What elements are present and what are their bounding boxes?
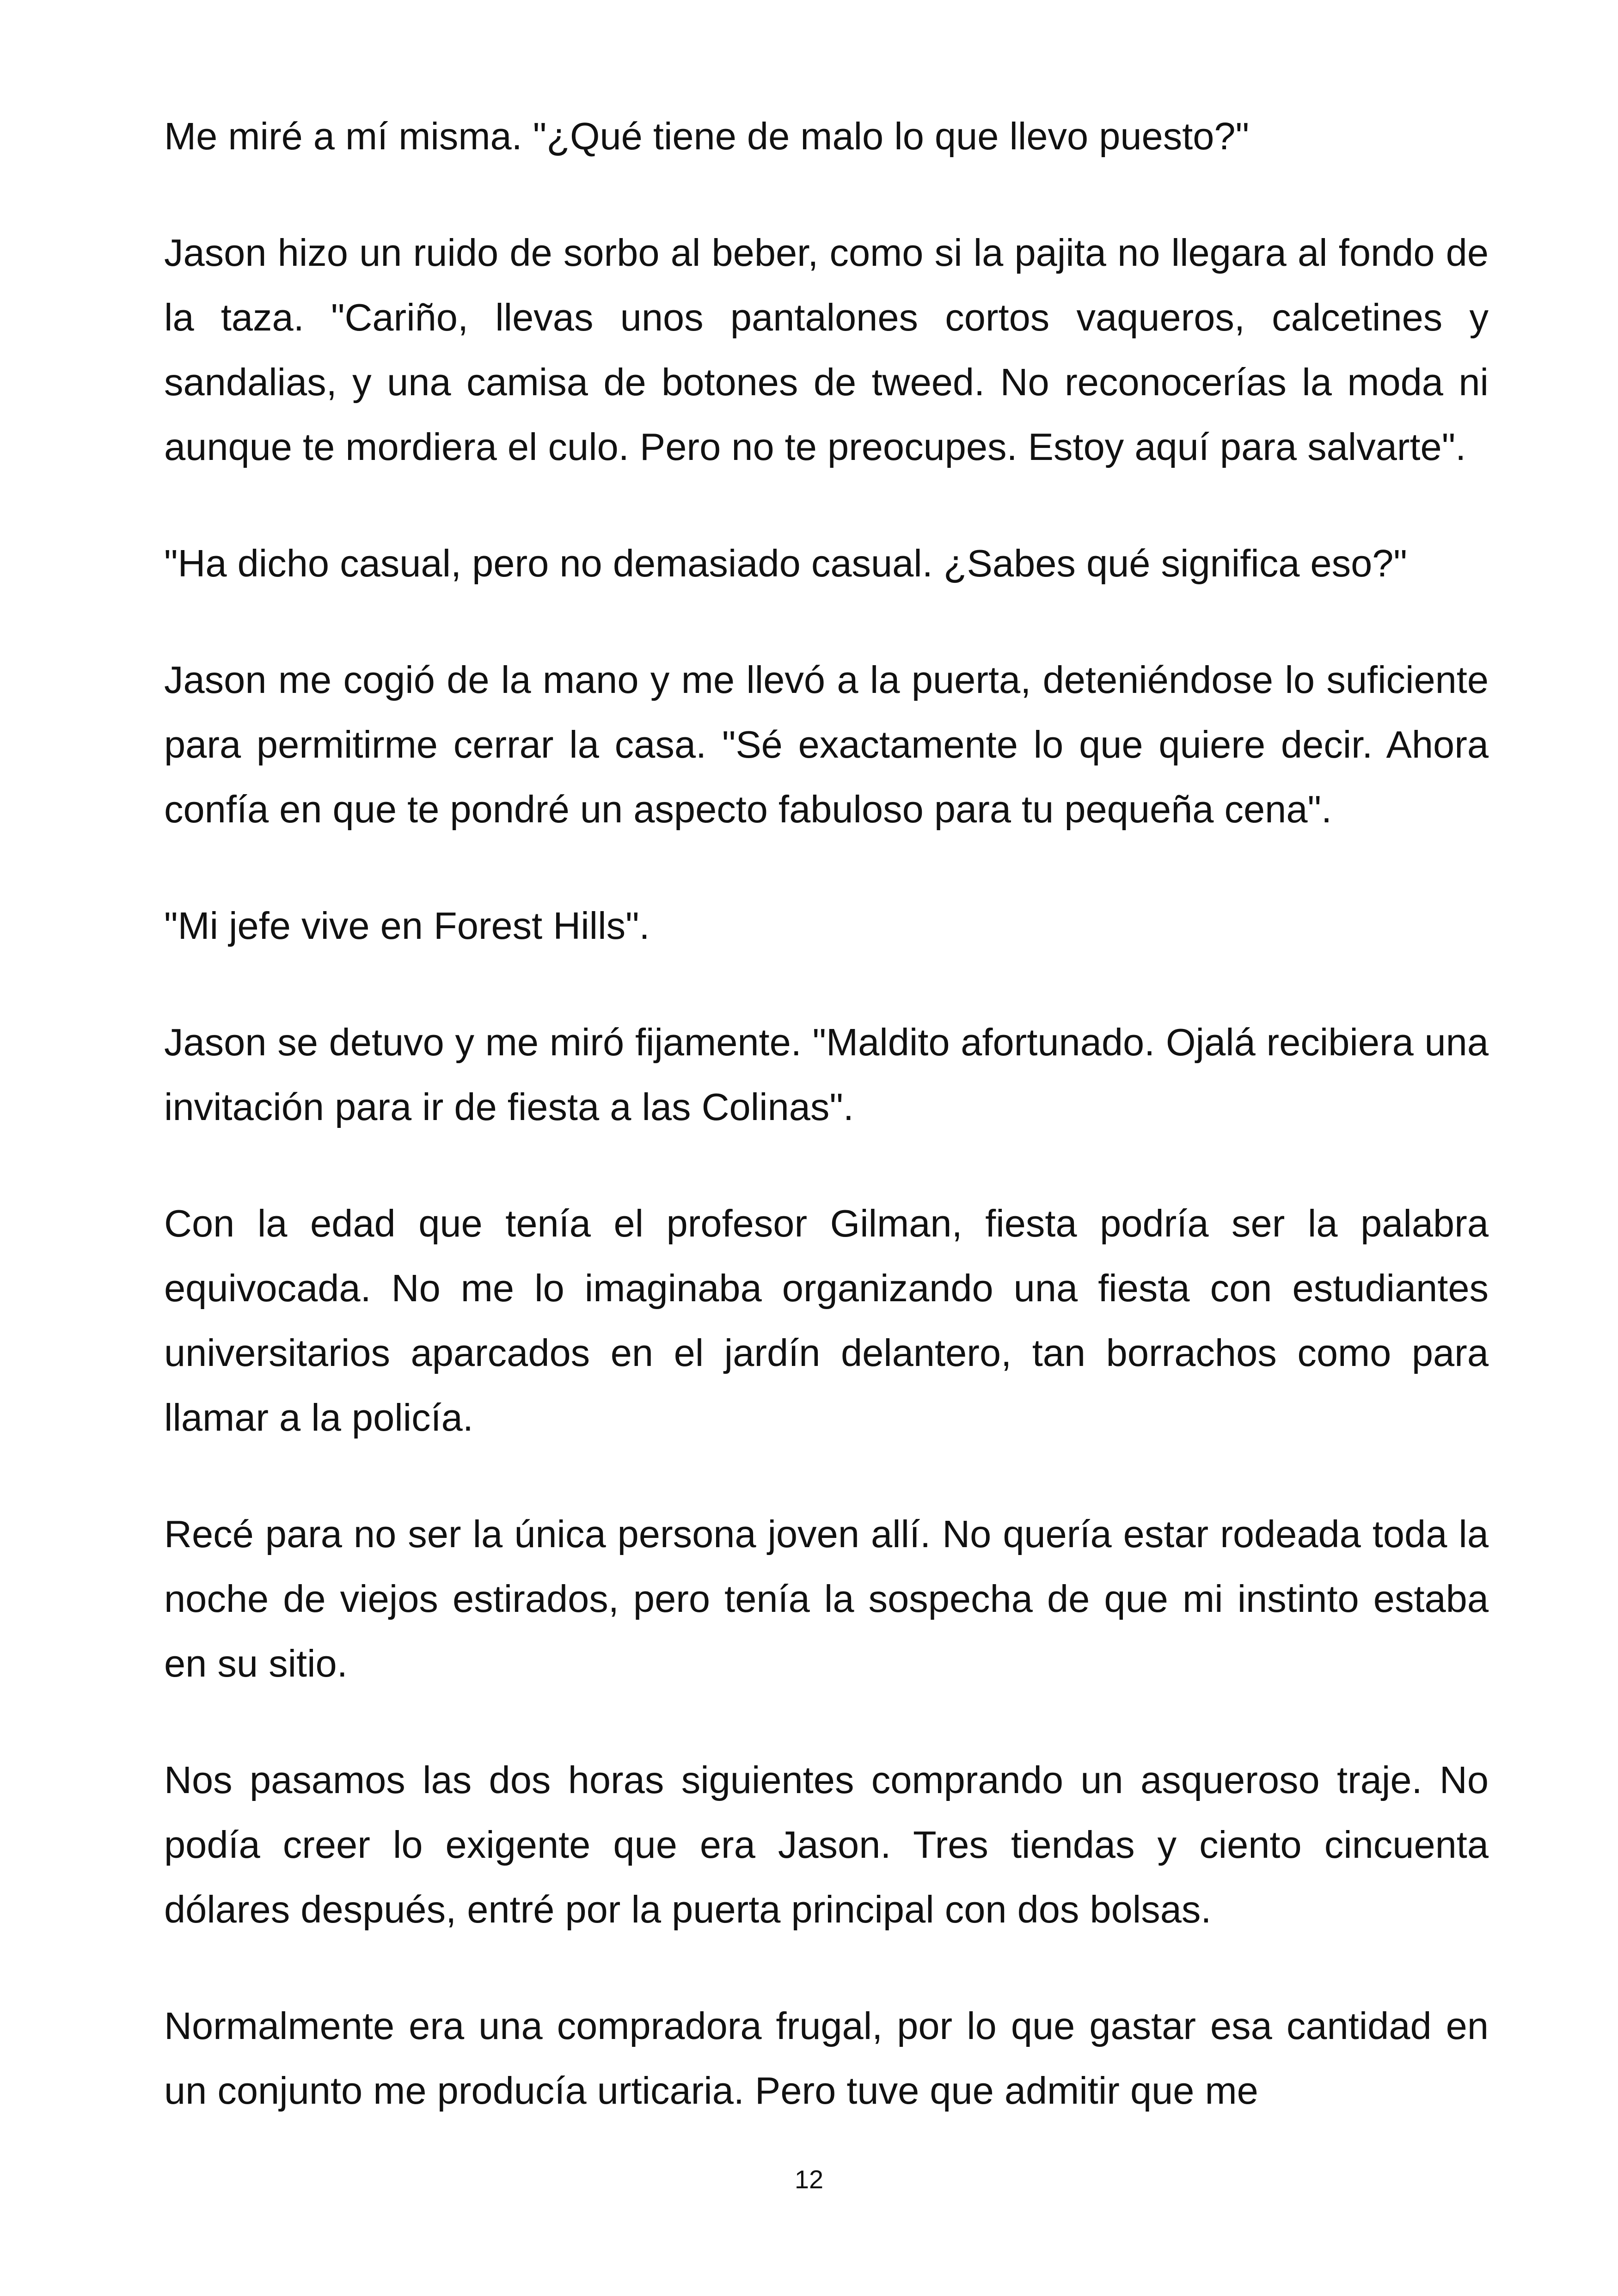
paragraph: Jason se detuvo y me miró fijamente. "Maldito afortunado. Ojalá recibiera una invitación para ir de fiesta a las Colinas". — [164, 1021, 1489, 1128]
paragraph: Jason me cogió de la mano y me llevó a la puerta, deteniéndose lo suficiente para permitirme cerrar la casa. "Sé exactamente lo que quiere decir. Ahora confía en que te pondré un aspecto fabuloso para tu pequeña cena". — [164, 658, 1489, 831]
page-number: 12 — [794, 2165, 824, 2194]
paragraph: Jason hizo un ruido de sorbo al beber, como si la pajita no llegara al fondo de la taza. "Cariño, llevas unos pantalones cortos vaqueros, calcetines y sandalias, y una camisa de botones de tweed. No reconocerías la moda ni aunque te mordiera el culo. Pero no te preocupes. Estoy aquí para salvarte". — [164, 231, 1489, 468]
paragraph: "Ha dicho casual, pero no demasiado casual. ¿Sabes qué significa eso?" — [164, 542, 1407, 585]
paragraph: Normalmente era una compradora frugal, por lo que gastar esa cantidad en un conjunto me producía urticaria. Pero tuve que admitir que me — [164, 2004, 1489, 2112]
paragraph: Con la edad que tenía el profesor Gilman, fiesta podría ser la palabra equivocada. No me lo imaginaba organizando una fiesta con estudiantes universitarios aparcados en el jardín delantero, tan borrachos como para llamar a la policía. — [164, 1202, 1489, 1439]
paragraph: Nos pasamos las dos horas siguientes comprando un asqueroso traje. No podía creer lo exigente que era Jason. Tres tiendas y ciento cincuenta dólares después, entré por la puerta principal con dos bolsas. — [164, 1758, 1489, 1931]
paragraph: Recé para no ser la única persona joven allí. No quería estar rodeada toda la noche de viejos estirados, pero tenía la sospecha de que mi instinto estaba en su sitio. — [164, 1512, 1489, 1685]
paragraph: Me miré a mí misma. "¿Qué tiene de malo lo que llevo puesto?" — [164, 115, 1250, 158]
body-text — [164, 104, 1489, 2175]
paragraph: "Mi jefe vive en Forest Hills". — [164, 904, 650, 947]
